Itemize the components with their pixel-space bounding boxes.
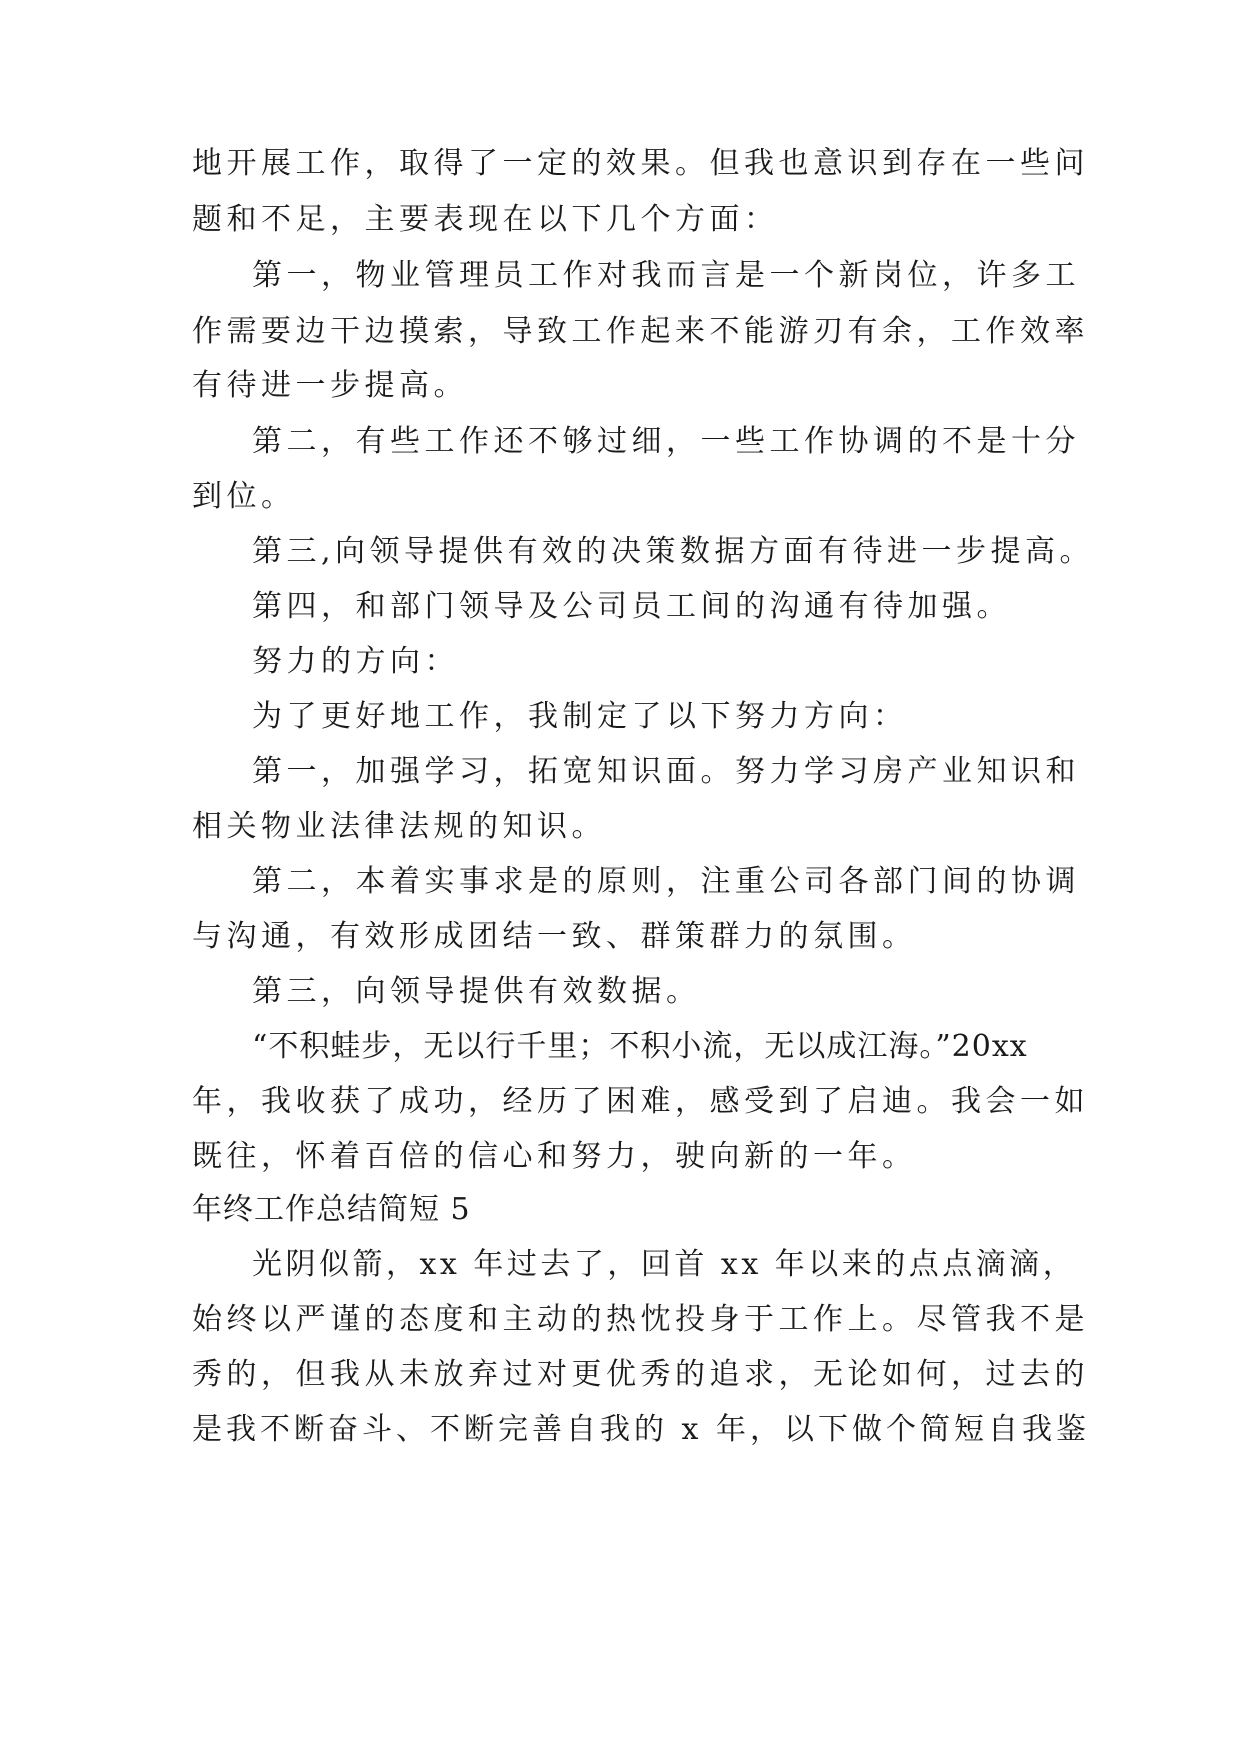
- paragraph-line: 第二，本着实事求是的原则，注重公司各部门间的协调: [252, 864, 1080, 899]
- paragraph-line: 始终以严谨的态度和主动的热忱投身于工作上。尽管我不是: [192, 1302, 1089, 1337]
- paragraph-line: 作需要边干边摸索，导致工作起来不能游刃有余，工作效率: [192, 314, 1089, 349]
- paragraph-line: “不积蛙步，无以行千里；不积小流，无以成江海。”20xx: [252, 1029, 1028, 1064]
- paragraph-line: 第一，加强学习，拓宽知识面。努力学习房产业知识和: [252, 754, 1080, 789]
- paragraph-line: 第三，向领导提供有效数据。: [252, 974, 701, 1009]
- paragraph-line: 到位。: [192, 479, 296, 514]
- paragraph-line: 光阴似箭，xx 年过去了，回首 xx 年以来的点点滴滴，: [252, 1247, 1077, 1282]
- paragraph-line: 既往，怀着百倍的信心和努力，驶向新的一年。: [192, 1139, 917, 1174]
- paragraph-line: 秀的，但我从未放弃过对更优秀的追求，无论如何，过去的: [192, 1357, 1089, 1392]
- paragraph-line: 第二，有些工作还不够过细，一些工作协调的不是十分: [252, 424, 1080, 459]
- paragraph-line: 第四，和部门领导及公司员工间的沟通有待加强。: [252, 589, 1011, 624]
- section-heading: 年终工作总结简短 5: [192, 1192, 471, 1227]
- paragraph-line: 相关物业法律法规的知识。: [192, 809, 606, 844]
- paragraph-line: 与沟通，有效形成团结一致、群策群力的氛围。: [192, 919, 917, 954]
- paragraph-line: 地开展工作，取得了一定的效果。但我也意识到存在一些问: [192, 146, 1089, 181]
- paragraph-line: 第三,向领导提供有效的决策数据方面有待进一步提高。: [252, 534, 1095, 569]
- paragraph-line: 为了更好地工作，我制定了以下努力方向：: [252, 699, 908, 734]
- paragraph-line: 题和不足，主要表现在以下几个方面：: [192, 202, 779, 237]
- paragraph-line: 努力的方向：: [252, 644, 459, 679]
- paragraph-line: 是我不断奋斗、不断完善自我的 x 年，以下做个简短自我鉴: [192, 1412, 1090, 1447]
- paragraph-line: 第一，物业管理员工作对我而言是一个新岗位，许多工: [252, 258, 1080, 293]
- paragraph-line: 有待进一步提高。: [192, 368, 468, 403]
- paragraph-line: 年，我收获了成功，经历了困难，感受到了启迪。我会一如: [192, 1084, 1089, 1119]
